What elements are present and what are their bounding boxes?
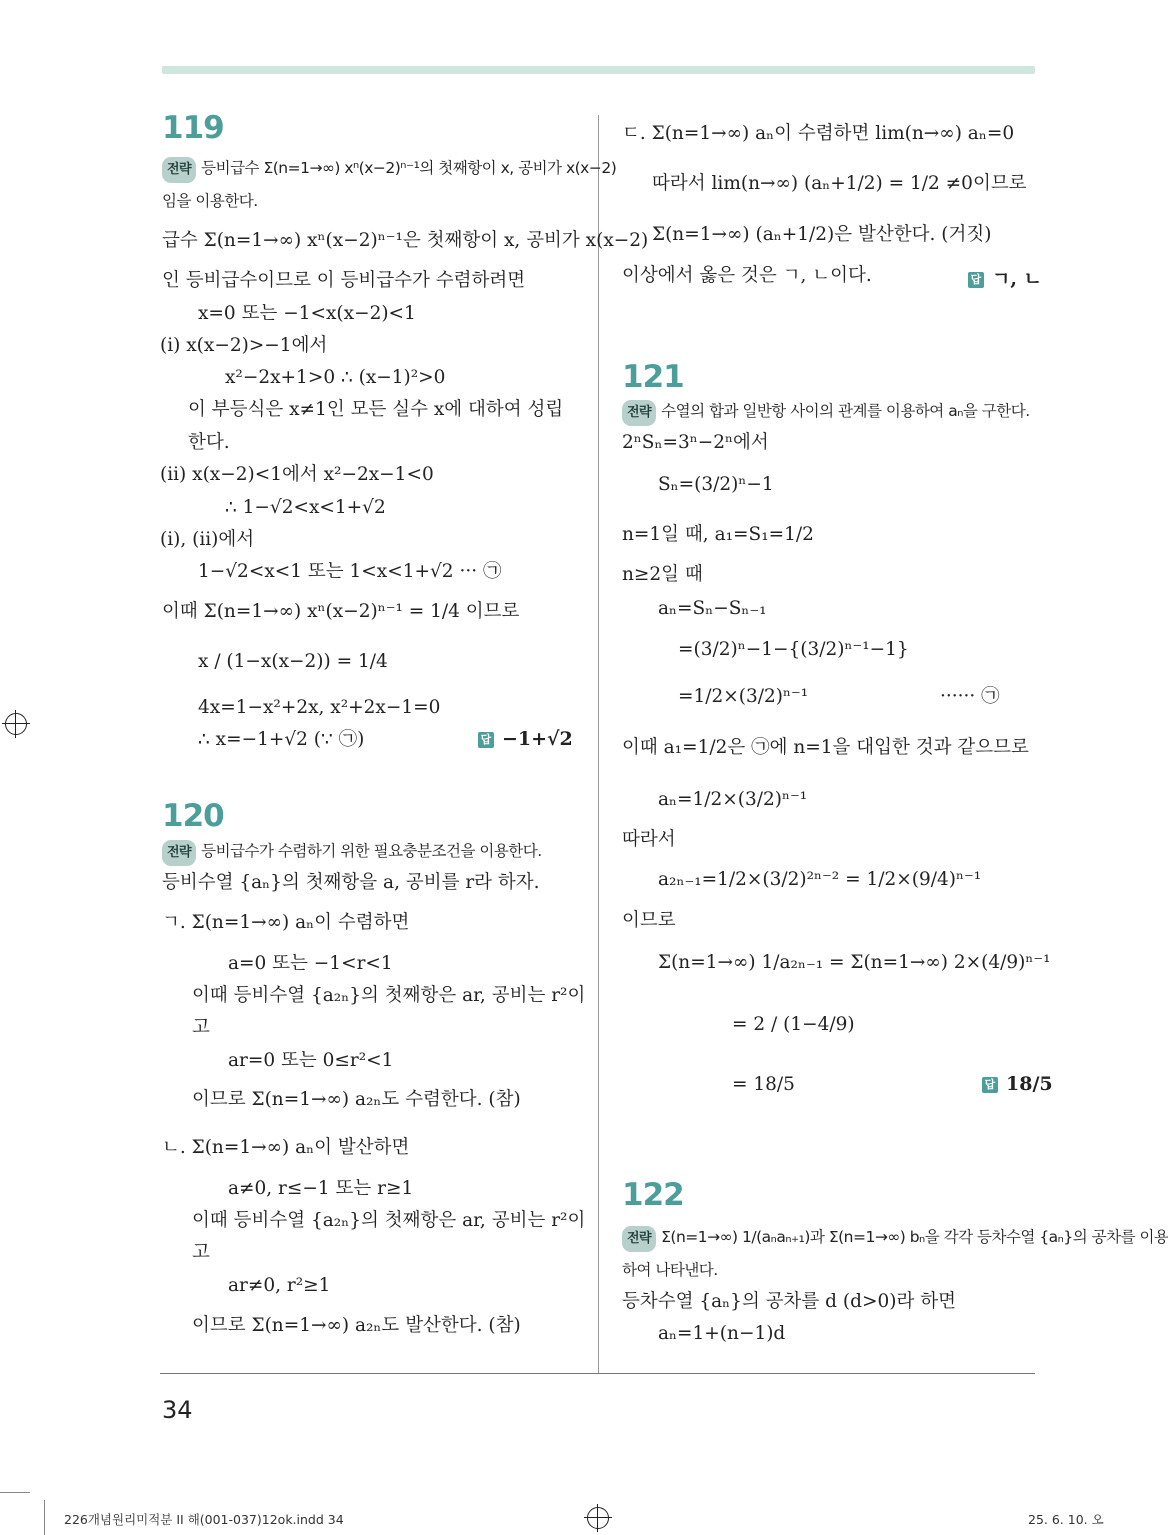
- answer-value: 18/5: [1006, 1073, 1053, 1095]
- answer-icon: 답: [982, 1077, 998, 1093]
- problem-number-121: 121: [622, 359, 684, 395]
- problem-number-119: 119: [162, 110, 224, 146]
- footer-filename: 226개념원리미적분 II 해(001-037)12ok.indd 34: [64, 1512, 344, 1527]
- solution-line: a₂ₙ₋₁=1/2×(3/2)²ⁿ⁻² = 1/2×(9/4)ⁿ⁻¹: [658, 869, 982, 890]
- solution-line: 고: [192, 1017, 210, 1038]
- solution-line: aₙ=Sₙ−Sₙ₋₁: [658, 598, 767, 619]
- solution-line: n≥2일 때: [622, 564, 703, 585]
- answer-icon: 답: [968, 272, 984, 288]
- solution-line: ······ ㉠: [940, 686, 1000, 707]
- solution-line: 2ⁿSₙ=3ⁿ−2ⁿ에서: [622, 432, 769, 453]
- solution-line: 이므로 Σ(n=1→∞) a₂ₙ도 수렴한다. (참): [192, 1089, 521, 1110]
- solution-line: ar=0 또는 0≤r²<1: [228, 1050, 394, 1071]
- header-band: [162, 66, 1035, 74]
- footer-date: 25. 6. 10. 오: [1028, 1512, 1104, 1527]
- strategy-119-cont: 임을 이용한다.: [162, 192, 258, 210]
- solution-line: aₙ=1+(n−1)d: [658, 1323, 786, 1344]
- solution-line: a=0 또는 −1<r<1: [228, 953, 393, 974]
- solution-line: 이 부등식은 x≠1인 모든 실수 x에 대하여 성립: [188, 399, 564, 420]
- solution-line: Σ(n=1→∞) (aₙ+1/2)은 발산한다. (거짓): [652, 224, 992, 245]
- solution-line: 급수 Σ(n=1→∞) xⁿ(x−2)ⁿ⁻¹은 첫째항이 x, 공비가 x(x−2): [162, 230, 649, 251]
- solution-line: Sₙ=(3/2)ⁿ−1: [658, 474, 774, 495]
- solution-line: (i), (ii)에서: [160, 529, 255, 550]
- solution-line: 이므로 Σ(n=1→∞) a₂ₙ도 발산한다. (참): [192, 1315, 521, 1336]
- strategy-122-cont: 하여 나타낸다.: [622, 1261, 718, 1279]
- strategy-120: [162, 839, 542, 866]
- column-divider: [598, 115, 599, 1373]
- solution-line: 고: [192, 1242, 210, 1263]
- strategy-text: 수열의 합과 일반항 사이의 관계를 이용하여 aₙ을 구한다.: [661, 402, 1030, 420]
- solution-line: 이때 Σ(n=1→∞) xⁿ(x−2)ⁿ⁻¹ = 1/4 이므로: [162, 601, 520, 622]
- solution-line: Σ(n=1→∞) 1/a₂ₙ₋₁ = Σ(n=1→∞) 2×(4/9)ⁿ⁻¹: [658, 952, 1051, 973]
- bottom-rule: [160, 1373, 1035, 1374]
- solution-line: = 2 / (1−4/9): [732, 1014, 855, 1035]
- solution-line: 등비수열 {aₙ}의 첫째항을 a, 공비를 r라 하자.: [162, 872, 540, 893]
- answer-120: [968, 264, 1042, 291]
- answer-value: −1+√2: [502, 728, 573, 750]
- solution-line: 인 등비급수이므로 이 등비급수가 수렴하려면: [162, 270, 526, 291]
- problem-number-120: 120: [162, 798, 224, 834]
- solution-line: 따라서: [622, 829, 676, 850]
- answer-icon: 답: [478, 732, 494, 748]
- strategy-119: [162, 156, 616, 183]
- solution-line: x²−2x+1>0 ∴ (x−1)²>0: [225, 367, 446, 388]
- solution-line: n=1일 때, a₁=S₁=1/2: [622, 524, 814, 545]
- page-number: 34: [162, 1396, 193, 1424]
- solution-line: x / (1−x(x−2)) = 1/4: [198, 651, 388, 672]
- registration-mark-icon: [5, 713, 27, 735]
- solution-line: ㄴ. Σ(n=1→∞) aₙ이 발산하면: [162, 1137, 410, 1158]
- solution-line: =(3/2)ⁿ−1−{(3/2)ⁿ⁻¹−1}: [678, 639, 909, 660]
- solution-line: ∴ x=−1+√2 (∵ ㉠): [198, 729, 365, 750]
- solution-line: 이때 a₁=1/2은 ㉠에 n=1을 대입한 것과 같으므로: [622, 737, 1029, 758]
- solution-line: = 18/5: [732, 1074, 795, 1095]
- answer-121: [982, 1073, 1053, 1095]
- strategy-121: [622, 399, 1030, 426]
- solution-line: 따라서 lim(n→∞) (aₙ+1/2) = 1/2 ≠0이므로: [652, 173, 1027, 194]
- solution-line: ㄷ. Σ(n=1→∞) aₙ이 수렴하면 lim(n→∞) aₙ=0: [622, 123, 1015, 144]
- solution-line: 등차수열 {aₙ}의 공차를 d (d>0)라 하면: [622, 1291, 956, 1312]
- solution-line: (ii) x(x−2)<1에서 x²−2x−1<0: [160, 464, 434, 485]
- solution-line: (i) x(x−2)>−1에서: [160, 335, 328, 356]
- strategy-badge: 전략: [162, 840, 196, 866]
- solution-line: 1−√2<x<1 또는 1<x<1+√2 ··· ㉠: [198, 561, 502, 582]
- solution-line: x=0 또는 −1<x(x−2)<1: [198, 303, 416, 324]
- solution-line: 이상에서 옳은 것은 ㄱ, ㄴ이다.: [622, 265, 872, 286]
- solution-line: ∴ 1−√2<x<1+√2: [225, 497, 386, 518]
- strategy-text: Σ(n=1→∞) 1/(aₙaₙ₊₁)과 Σ(n=1→∞) bₙ을 각각 등차수열 {aₙ}의 공차를 이용: [661, 1228, 1168, 1246]
- solution-line: 한다.: [188, 432, 230, 453]
- strategy-badge: 전략: [162, 157, 196, 183]
- strategy-text: 등비급수가 수렴하기 위한 필요충분조건을 이용한다.: [201, 842, 542, 860]
- solution-line: 4x=1−x²+2x, x²+2x−1=0: [198, 697, 441, 718]
- solution-line: 이때 등비수열 {a₂ₙ}의 첫째항은 ar, 공비는 r²이: [192, 985, 586, 1006]
- solution-line: 이때 등비수열 {a₂ₙ}의 첫째항은 ar, 공비는 r²이: [192, 1210, 586, 1231]
- registration-mark-icon: [587, 1507, 609, 1529]
- strategy-badge: 전략: [622, 400, 656, 426]
- problem-number-122: 122: [622, 1177, 684, 1213]
- solution-line: =1/2×(3/2)ⁿ⁻¹: [678, 686, 809, 707]
- crop-mark: [44, 1500, 45, 1535]
- solution-line: ㄱ. Σ(n=1→∞) aₙ이 수렴하면: [162, 912, 410, 933]
- crop-mark: [0, 1492, 30, 1493]
- solution-line: 이므로: [622, 910, 676, 931]
- strategy-122: [622, 1225, 1168, 1252]
- strategy-badge: 전략: [622, 1226, 656, 1252]
- answer-119: [478, 728, 573, 750]
- solution-line: a≠0, r≤−1 또는 r≥1: [228, 1178, 414, 1199]
- strategy-text: 등비급수 Σ(n=1→∞) xⁿ(x−2)ⁿ⁻¹의 첫째항이 x, 공비가 x(x−2): [201, 159, 617, 177]
- answer-value: ㄱ, ㄴ: [992, 268, 1042, 290]
- solution-line: aₙ=1/2×(3/2)ⁿ⁻¹: [658, 789, 808, 810]
- solution-line: ar≠0, r²≥1: [228, 1275, 331, 1296]
